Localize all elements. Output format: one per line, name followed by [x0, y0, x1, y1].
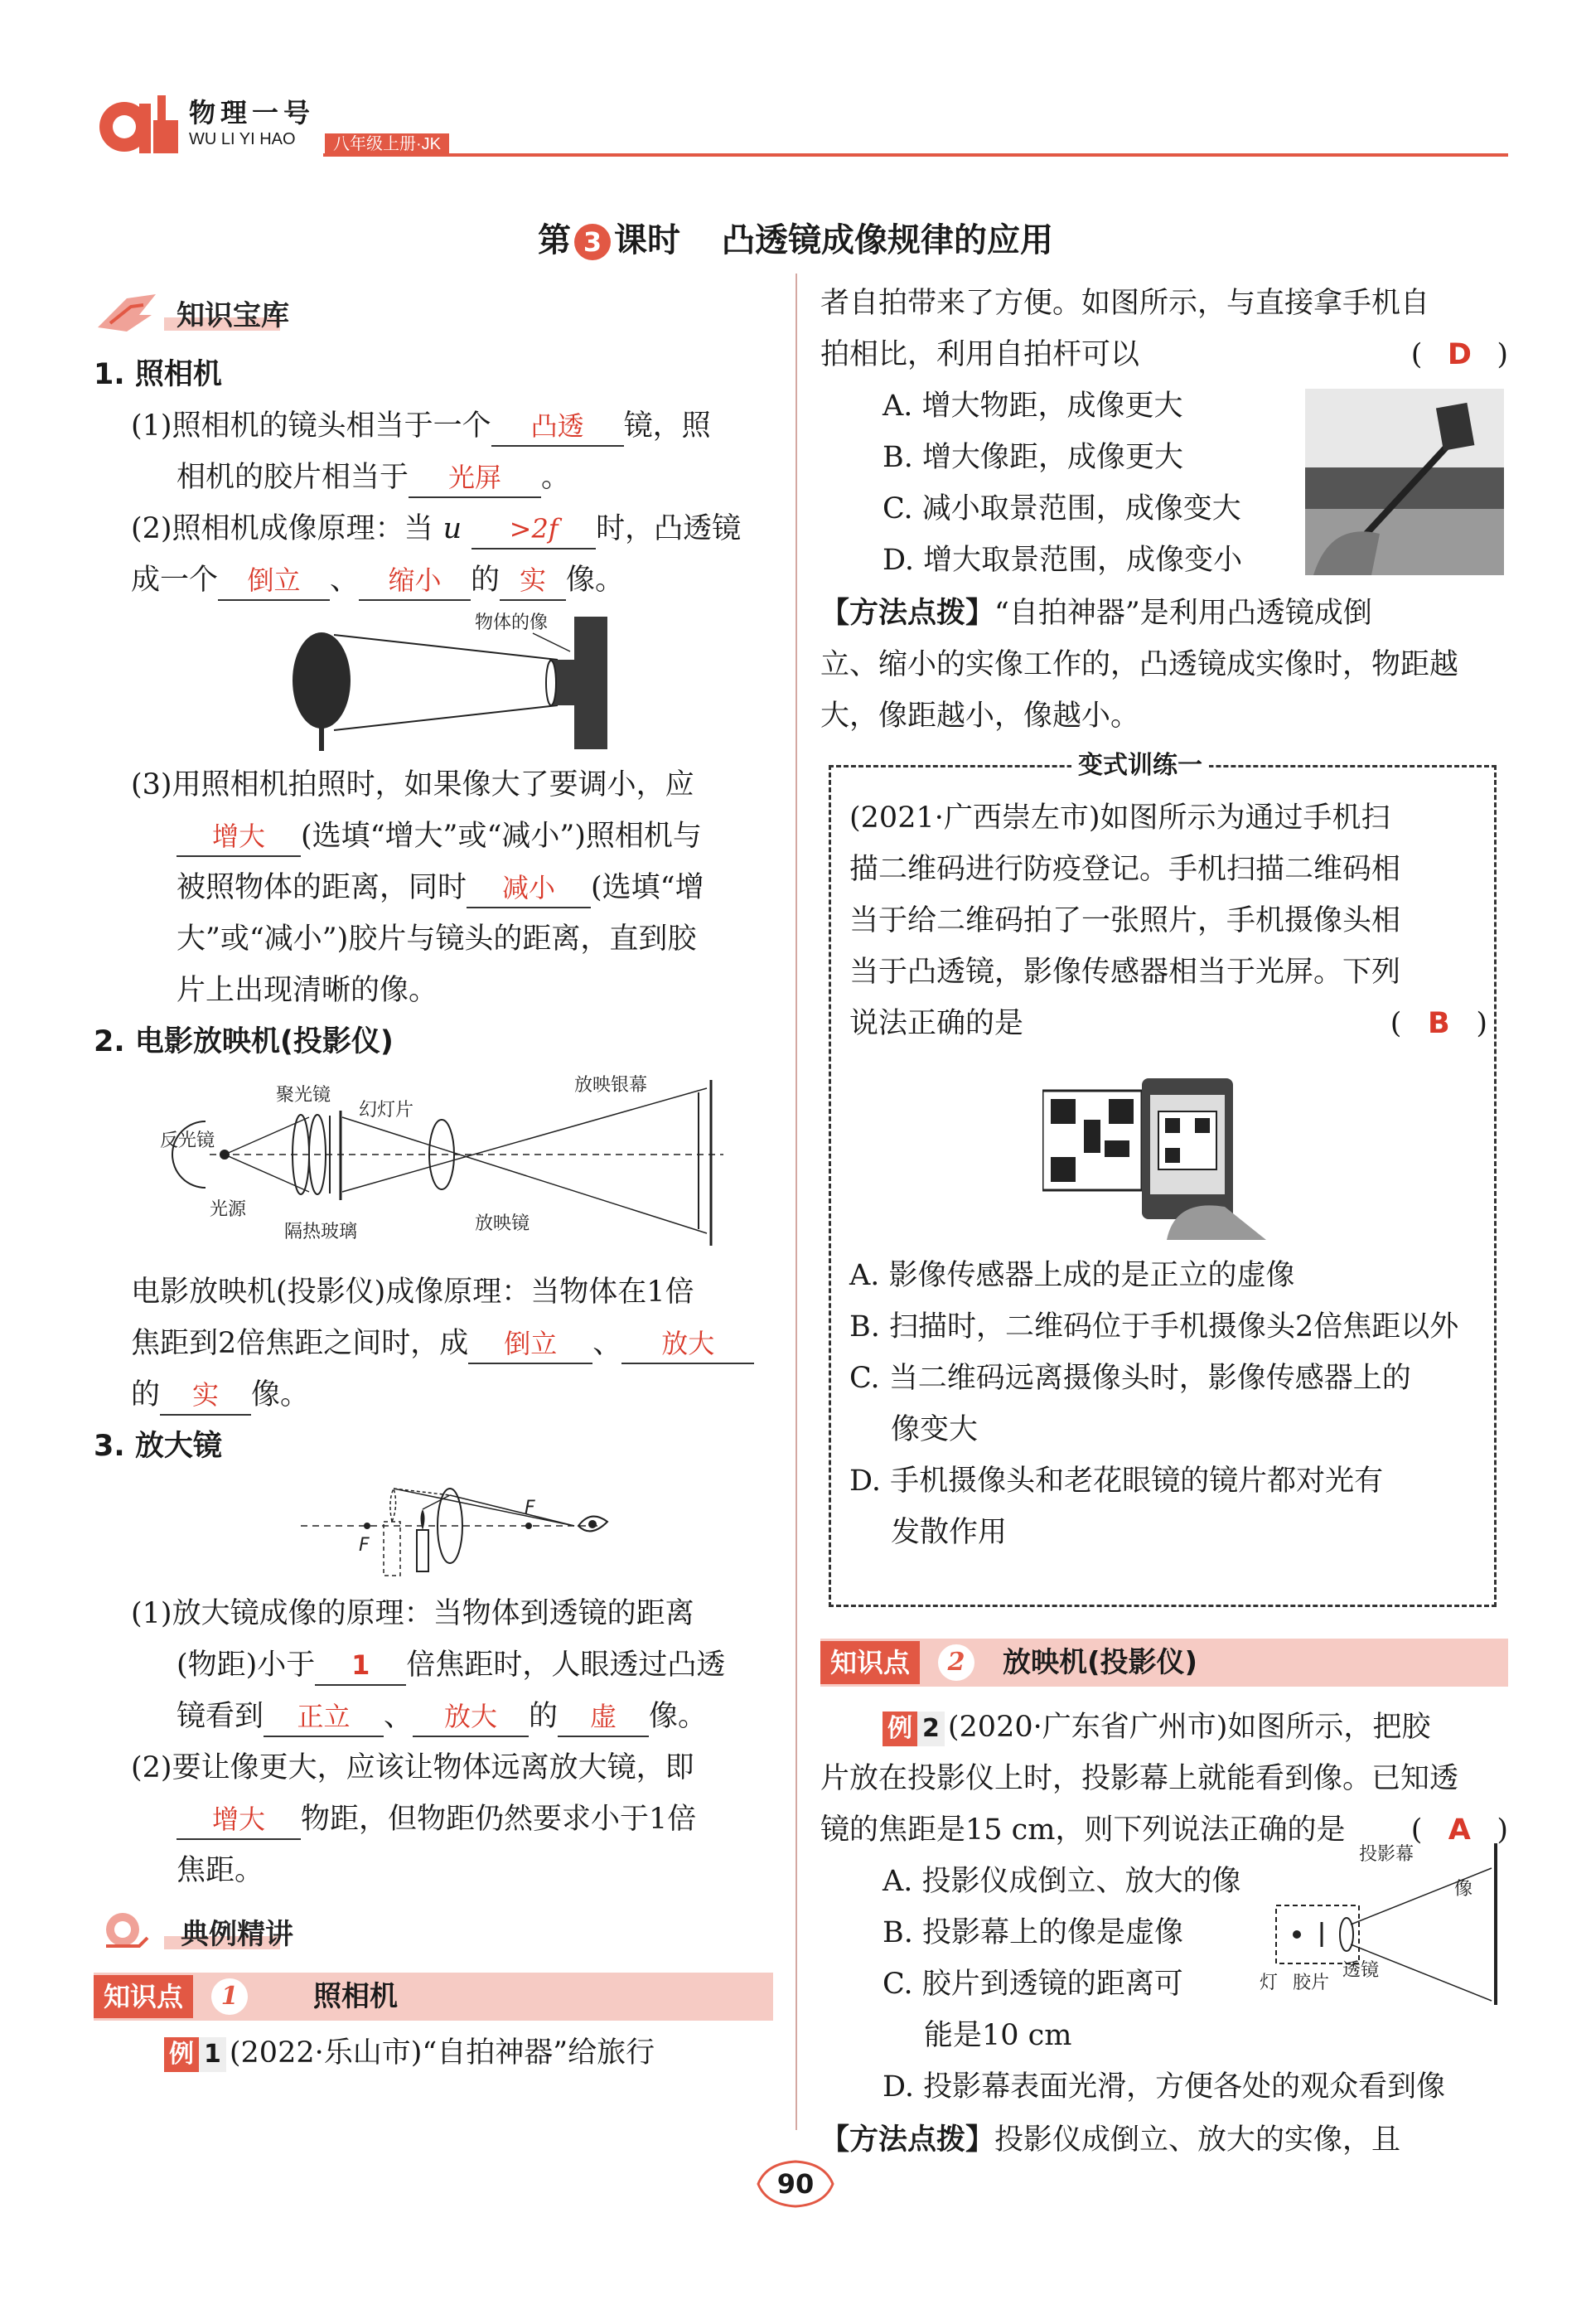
- answer-blank: 倒立: [468, 1324, 592, 1364]
- header-red-line: [323, 153, 1508, 157]
- badge-icon: [98, 1909, 156, 1954]
- kp2-title: 放映机(投影仪): [1003, 1646, 1198, 1679]
- fig-image-label: 像: [1454, 1879, 1473, 1900]
- knowledge-point-1-bar: [94, 1973, 773, 2021]
- option-b: B. 投影幕上的像是虚像: [883, 1916, 1183, 1949]
- text: 变式训练一: [1078, 751, 1202, 780]
- tree-icon: [293, 632, 351, 751]
- answer-blank: 实: [160, 1376, 251, 1416]
- text: 镜看到: [177, 1700, 264, 1733]
- s1-para2: [94, 503, 773, 606]
- fig-screen-label: 投影幕: [1359, 1844, 1414, 1865]
- s3-para1: [94, 1588, 773, 1742]
- text: 能是10 cm: [924, 2019, 1072, 2052]
- section-heading-examples: [94, 1905, 773, 1964]
- virtual-image-candle: [384, 1522, 400, 1576]
- text: 说法正确的是: [849, 1007, 1024, 1040]
- lamp-icon: [1293, 1930, 1301, 1939]
- variant-option-a: A. 影像传感器上成的是正立的虚像: [849, 1259, 1295, 1292]
- header-bar: [91, 87, 1508, 166]
- fig-lens-label: 透镜: [1342, 1960, 1380, 1981]
- grade-text: 八年级上册·JK: [333, 135, 441, 153]
- text: C. 胶片到透镜的距离可: [883, 1968, 1183, 2001]
- answer-paren: ( B ): [1390, 998, 1487, 1049]
- lesson-name: 凸透镜成像规律的应用: [722, 221, 1053, 259]
- variant-question: [849, 792, 1487, 1049]
- text: (2)照相机成像原理：当: [131, 512, 433, 545]
- text: 相机的胶片相当于: [177, 461, 409, 494]
- example-tag: 例: [164, 2037, 199, 2072]
- method-tag: 【方法点拨】: [820, 597, 995, 630]
- text: D. 手机摄像头和老花眼镜的镜片都对光有: [849, 1465, 1384, 1498]
- example1-start: [94, 2027, 773, 2079]
- kp1-title: 照相机: [313, 1980, 398, 2013]
- example1-options: [820, 380, 1508, 588]
- projector-diagram: [94, 1068, 773, 1266]
- answer-paren: ( D ): [1411, 329, 1508, 380]
- text: (2)要让像更大，应该让物体远离放大镜，即: [131, 1751, 694, 1784]
- option-c: [883, 1958, 1183, 2061]
- text: 描二维码进行防疫登记。手机扫描二维码相: [849, 853, 1401, 886]
- text: 的: [529, 1700, 559, 1733]
- answer-blank: 放大: [621, 1324, 754, 1364]
- text: 成一个: [131, 564, 219, 597]
- section-heading-knowledge: [94, 286, 773, 344]
- qr-scan-photo: [1042, 1074, 1266, 1240]
- fig-film-label: 胶片: [1293, 1973, 1330, 1993]
- text: 者自拍带来了方便。如图所示，与直接拿手机自: [820, 287, 1430, 320]
- eye-icon: [578, 1517, 607, 1532]
- option-c: C. 减小取景范围，成像变大: [883, 492, 1241, 525]
- text: 镜，照: [623, 409, 711, 443]
- example-tag: 例: [883, 1712, 917, 1746]
- text: (2021·广西崇左市)如图所示为通过手机扫: [849, 801, 1390, 835]
- source-label: 光源: [210, 1199, 247, 1220]
- text: (3)用照相机拍照时，如果像大了要调小，应: [131, 768, 694, 801]
- option-a: A. 投影仪成倒立、放大的像: [883, 1865, 1241, 1898]
- s2-title: 2. 电影放映机(投影仪): [94, 1025, 394, 1058]
- candle-icon: [417, 1530, 428, 1571]
- method-tip-2: [820, 2114, 1508, 2166]
- text: 像。: [566, 564, 625, 597]
- text: 、: [384, 1700, 413, 1733]
- example2-options: [820, 1844, 1508, 2104]
- lesson-suffix: 课时: [614, 221, 680, 259]
- text: 发散作用: [891, 1516, 1008, 1549]
- text: 大，像距越小，像越小。: [820, 700, 1140, 733]
- grade-badge: [325, 133, 449, 155]
- text: 像。: [649, 1700, 708, 1733]
- text: 的: [471, 564, 501, 597]
- magnifier-diagram: [94, 1472, 773, 1588]
- projector-box: [1276, 1905, 1359, 1963]
- variant-option-b: B. 扫描时，二维码位于手机摄像头2倍焦距以外: [849, 1310, 1459, 1344]
- answer-blank: 增大: [177, 1800, 301, 1840]
- text: (选填“增: [591, 871, 704, 904]
- knowledge-heading-text: 知识宝库: [177, 299, 289, 332]
- text: (物距)小于: [177, 1649, 316, 1682]
- projector-figure: [1243, 1843, 1508, 2009]
- text: 拍相比，利用自拍杆可以: [820, 338, 1140, 371]
- page-number-ornament: [750, 2155, 841, 2213]
- text: (2020·广东省广州市)如图所示，把胶: [947, 1711, 1431, 1744]
- slide-label: 幻灯片: [359, 1100, 414, 1121]
- camera-diagram: [94, 606, 773, 759]
- variant-option-c: [849, 1353, 1411, 1455]
- text: 的: [131, 1378, 161, 1411]
- option-d: D. 投影幕表面光滑，方便各处的观众看到像: [883, 2070, 1446, 2104]
- text: 像。: [251, 1378, 310, 1411]
- right-column: [820, 278, 1508, 2166]
- example2-answer: A: [1448, 1813, 1471, 1847]
- answer-blank: 增大: [177, 817, 301, 857]
- answer-blank: 缩小: [359, 561, 471, 601]
- text: 时，凸透镜: [596, 512, 742, 545]
- kp2-tag: 知识点: [820, 1641, 920, 1684]
- answer-blank: 放大: [413, 1697, 529, 1737]
- s1-title: 1. 照相机: [94, 358, 222, 391]
- answer-blank: 1: [315, 1646, 406, 1686]
- variant-title: [1071, 749, 1209, 782]
- text: 被照物体的距离，同时: [177, 871, 467, 904]
- focus-label-right: F: [525, 1498, 535, 1518]
- text: 焦距。: [177, 1854, 264, 1887]
- text: 片放在投影仪上时，投影幕上就能看到像。已知透: [820, 1762, 1459, 1795]
- lesson-number-badge: 3: [574, 224, 611, 260]
- example1-cont: [820, 278, 1508, 380]
- answer-blank: 减小: [467, 869, 591, 908]
- text: 倍焦距时，人眼透过凸透: [406, 1649, 726, 1682]
- camera-body-icon: [546, 617, 607, 749]
- examples-heading-text: 典例精讲: [181, 1918, 293, 1951]
- kp1-tag: 知识点: [94, 1975, 193, 2018]
- lesson-title: [0, 215, 1591, 265]
- kp2-number: 2: [938, 1644, 974, 1681]
- option-d: D. 增大取景范围，成像变小: [883, 544, 1243, 577]
- camera-image-label: 物体的像: [475, 612, 549, 633]
- text: 电影放映机(投影仪)成像原理：当物体在1倍: [131, 1276, 694, 1309]
- fig-lamp-label: 灯: [1260, 1973, 1279, 1993]
- text: 。: [541, 461, 571, 494]
- variant-answer: B: [1428, 1007, 1450, 1040]
- text: 像变大: [891, 1413, 979, 1446]
- option-a: A. 增大物距，成像更大: [883, 390, 1183, 423]
- text: 物距，但物距仍然要求小于1倍: [301, 1803, 697, 1836]
- page-number: 90: [776, 2168, 815, 2200]
- example-number: 2: [917, 1712, 945, 1746]
- text: 大”或“减小”)胶片与镜头的距离，直到胶: [177, 922, 697, 956]
- s3-para2: [94, 1742, 773, 1896]
- wing-icon: [94, 290, 160, 336]
- text: 投影仪成倒立、放大的实像，且: [994, 2123, 1401, 2157]
- text: “自拍神器”是利用凸透镜成倒: [994, 597, 1372, 630]
- variant-option-d: [849, 1455, 1383, 1558]
- text: (1)照相机的镜头相当于一个: [131, 409, 491, 443]
- answer-blank: >2f: [471, 510, 596, 550]
- answer-blank: 正立: [264, 1697, 384, 1737]
- text: 、: [330, 564, 360, 597]
- method-tip-1: [820, 588, 1508, 742]
- text: C. 当二维码远离摄像头时，影像传感器上的: [849, 1362, 1411, 1395]
- example1-answer: D: [1447, 338, 1472, 371]
- text: (1)放大镜成像的原理：当物体到透镜的距离: [131, 1597, 694, 1630]
- option-b: B. 增大像距，成像更大: [883, 441, 1183, 474]
- text: (2022·乐山市)“自拍神器”给旅行: [229, 2036, 655, 2070]
- left-column: [94, 286, 773, 2079]
- answer-blank: 光屏: [409, 458, 541, 498]
- kp1-number: 1: [211, 1978, 248, 2015]
- text: 当于凸透镜，影像传感器相当于光屏。下列: [849, 956, 1401, 989]
- answer-paren: ( A ): [1411, 1804, 1508, 1856]
- book-logo-icon: [91, 87, 182, 166]
- glass-label: 隔热玻璃: [284, 1222, 358, 1242]
- reflector-label: 反光镜: [160, 1131, 215, 1151]
- variant-exercise-box: [829, 751, 1497, 1607]
- text: (选填“增大”或“减小”)照相机与: [301, 820, 702, 853]
- s3-title: 3. 放大镜: [94, 1430, 222, 1463]
- column-divider: [796, 274, 797, 2130]
- lesson-prefix: 第: [538, 221, 571, 259]
- book-pinyin: WU LI YI HAO: [189, 130, 296, 148]
- text: 焦距到2倍焦距之间时，成: [131, 1327, 469, 1360]
- method-tag: 【方法点拨】: [820, 2123, 995, 2157]
- selfie-stick-photo: [1305, 389, 1504, 575]
- example2: [820, 1702, 1508, 1856]
- answer-blank: 倒立: [218, 561, 330, 601]
- text: 当于给二维码拍了一张照片，手机摄像头相: [849, 904, 1401, 937]
- text: 片上出现清晰的像。: [177, 974, 438, 1007]
- knowledge-point-2-bar: [820, 1639, 1508, 1687]
- focus-label-left: F: [359, 1535, 370, 1556]
- s2-para: [94, 1266, 773, 1421]
- text: 镜的焦距是15 cm，则下列说法正确的是: [820, 1813, 1346, 1847]
- lens-label: 放映镜: [475, 1213, 530, 1234]
- screen-label: 放映银幕: [574, 1075, 648, 1096]
- s1-para1: [94, 400, 773, 503]
- answer-blank: 凸透: [491, 407, 624, 447]
- condenser-label: 聚光镜: [276, 1085, 331, 1106]
- s1-para3: [94, 759, 773, 1016]
- var-u: u: [442, 512, 462, 545]
- book-title: 物理一号: [189, 97, 316, 128]
- text: 立、缩小的实像工作的，凸透镜成实像时，物距越: [820, 648, 1459, 681]
- answer-blank: 虚: [558, 1697, 649, 1737]
- example-number: 1: [199, 2037, 226, 2072]
- answer-blank: 实: [500, 561, 566, 601]
- text: 、: [592, 1327, 622, 1360]
